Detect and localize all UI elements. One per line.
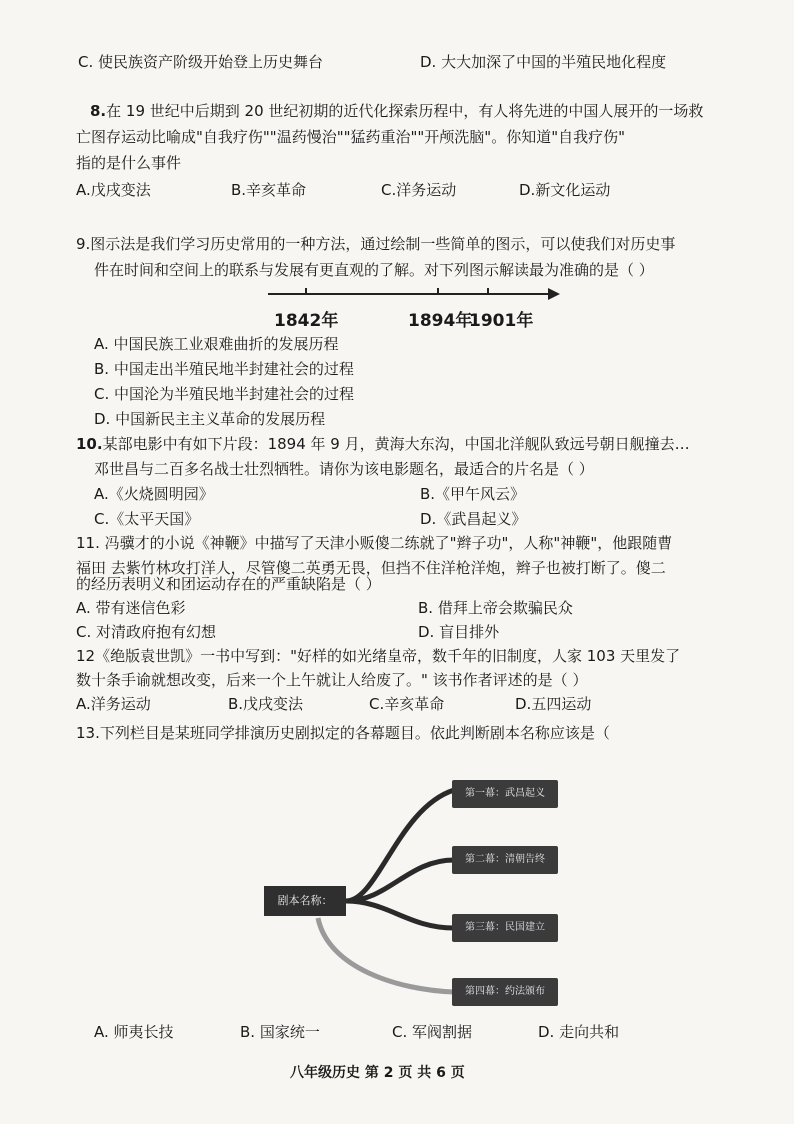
q11-stem-line2: 福田 去紫竹林攻打洋人，尽管傻二英勇无畏，但挡不住洋枪洋炮，辫子也被打断了。傻二 [76, 559, 666, 577]
q13-option-a: A. 师夷长技 [94, 1023, 174, 1041]
q8-stem-line3: 指的是什么事件 [76, 154, 182, 172]
q9-option-d: D. 中国新民主主义革命的发展历程 [94, 410, 326, 428]
mindmap-act-2: 第二幕：清朝告终 [452, 846, 558, 874]
q10-stem-line2: 邓世昌与二百多名战士壮烈牺牲。请你为该电影题名，最适合的片名是（ ） [94, 460, 594, 478]
q10-option-d: D.《武昌起义》 [420, 510, 527, 528]
q9-option-c: C. 中国沦为半殖民地半封建社会的过程 [94, 385, 355, 403]
q11-option-c: C. 对清政府抱有幻想 [76, 623, 217, 641]
q10-option-b: B.《甲午风云》 [420, 485, 526, 503]
q9-stem-line1: 9.图示法是我们学习历史常用的一种方法，通过绘制一些简单的图示，可以使我们对历史事 [76, 235, 676, 253]
q8-option-c: C.洋务运动 [381, 181, 457, 199]
q13-stem-line1: 13.下列栏目是某班同学排演历史剧拟定的各幕题目。依此判断剧本名称应该是（ [76, 724, 610, 742]
q8-number: 8. [90, 102, 107, 120]
q13-option-d: D. 走向共和 [538, 1023, 620, 1041]
q8-stem-line2: 亡图存运动比喻成"自我疗伤""温药慢治""猛药重治""开颅洗脑"。你知道"自我疗伤" [76, 128, 625, 146]
q7-option-c: C. 使民族资产阶级开始登上历史舞台 [78, 53, 324, 71]
q11-option-a: A. 带有迷信色彩 [76, 599, 186, 617]
q10-stem-line1 [76, 431, 690, 457]
q13-option-c: C. 军阀割据 [392, 1023, 473, 1041]
q8-line1-text: 在 19 世纪中后期到 20 世纪初期的近代化探索历程中，有人将先进的中国人展开的一场救 [106, 102, 704, 120]
page-footer: 八年级历史 第 2 页 共 6 页 [290, 1065, 465, 1081]
q12-stem-line2: 数十条手谕就想改变，后来一个上午就让人给废了。" 该书作者评述的是（ ） [76, 671, 588, 689]
play-mindmap [258, 768, 618, 1008]
q8-option-d: D.新文化运动 [519, 181, 611, 199]
q9-option-b: B. 中国走出半殖民地半封建社会的过程 [94, 360, 354, 378]
q12-option-d: D.五四运动 [515, 695, 592, 713]
q12-stem-line1: 12《绝版袁世凯》一书中写到："好样的如光绪皇帝，数千年的旧制度，人家 103 天里发了 [76, 647, 681, 665]
q10-line1-text: 某部电影中有如下片段：1894 年 9 月，黄海大东沟，中国北洋舰队致远号朝日舰撞去… [102, 435, 690, 453]
q12-option-c: C.辛亥革命 [369, 695, 445, 713]
timeline-label-1842: 1842年 [274, 311, 339, 331]
timeline-label-1894: 1894年 [408, 311, 473, 331]
q12-option-a: A.洋务运动 [76, 695, 151, 713]
q7-option-d: D. 大大加深了中国的半殖民地化程度 [420, 53, 667, 71]
q8-option-b: B.辛亥革命 [231, 181, 307, 199]
q12-option-b: B.戊戌变法 [228, 695, 304, 713]
mindmap-act-4: 第四幕：约法颁布 [452, 978, 558, 1006]
q11-option-d: D. 盲目排外 [418, 623, 500, 641]
timeline-label-1901: 1901年 [469, 311, 534, 331]
q10-number: 10. [76, 435, 103, 453]
q11-stem-line3: 的经历表明义和团运动存在的严重缺陷是（ ） [76, 575, 381, 593]
q11-option-b: B. 借拜上帝会欺骗民众 [418, 599, 573, 617]
mindmap-root: 剧本名称： [264, 886, 346, 916]
q13-option-b: B. 国家统一 [240, 1023, 320, 1041]
q10-option-a: A.《火烧圆明园》 [94, 485, 214, 503]
q8-option-a: A.戊戌变法 [76, 181, 151, 199]
q8-stem-line1 [90, 98, 703, 124]
q9-stem-line2: 件在时间和空间上的联系与发展有更直观的了解。对下列图示解读最为准确的是（ ） [94, 261, 654, 279]
mindmap-act-1: 第一幕：武昌起义 [452, 780, 558, 808]
mindmap-act-3: 第三幕：民国建立 [452, 914, 558, 942]
q9-option-a: A. 中国民族工业艰难曲折的发展历程 [94, 335, 339, 353]
q11-stem-line1: 11. 冯骥才的小说《神鞭》中描写了天津小贩傻二练就了"辫子功"，人称"神鞭"，他跟随曹 [76, 534, 673, 552]
timeline-axis [262, 282, 562, 306]
q10-option-c: C.《太平天国》 [94, 510, 200, 528]
